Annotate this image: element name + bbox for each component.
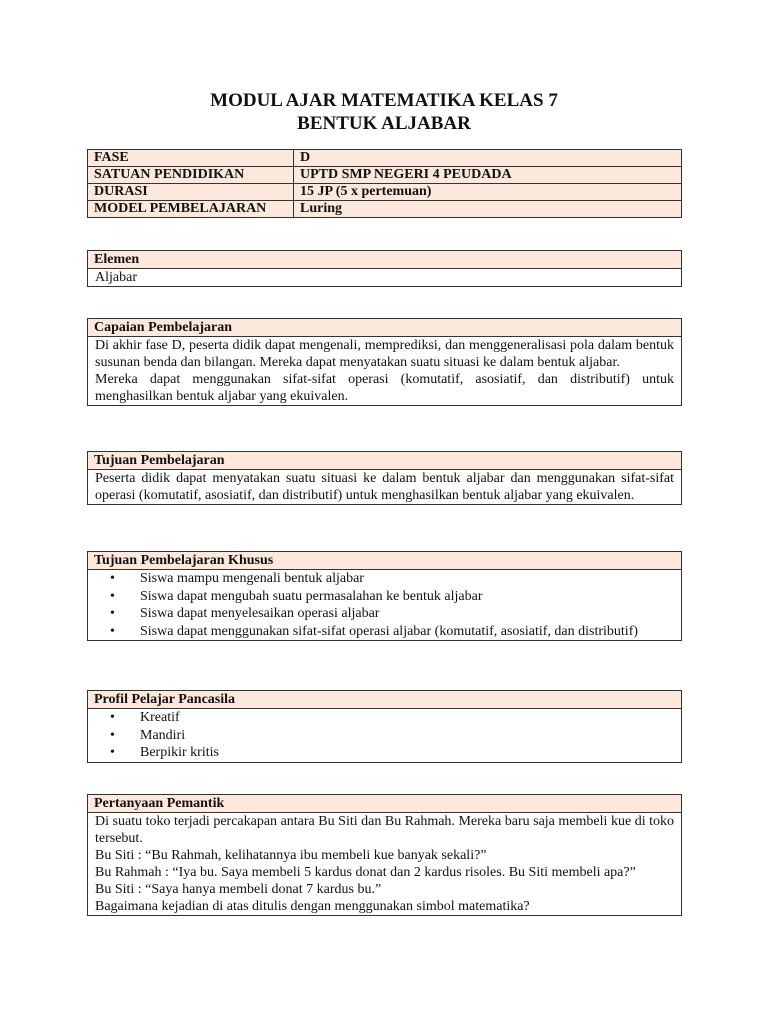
section-heading: Elemen: [88, 251, 681, 269]
bullet-icon: •: [110, 606, 115, 621]
list-item: [110, 744, 681, 762]
list-item: [110, 623, 681, 641]
list-item: [110, 588, 681, 606]
bullet-icon: •: [110, 745, 115, 760]
document-subtitle: BENTUK ALJABAR: [297, 113, 471, 134]
paragraph: Di akhir fase D, peserta didik dapat mengenali, memprediksi, dan menggeneralisasi pola dalam bentuk susunan benda dan bilangan. Mereka dapat menyatakan suatu situasi ke dalam bentuk aljabar.: [95, 338, 674, 370]
list-item: [110, 605, 681, 623]
pemantik-section: [87, 794, 682, 916]
list-item-text: Kreatif: [140, 710, 180, 725]
list-item: [110, 709, 681, 727]
row-value: 15 JP (5 x pertemuan): [294, 184, 682, 201]
bullet-icon: •: [110, 623, 115, 639]
row-label: FASE: [88, 150, 294, 167]
section-body: [88, 337, 681, 405]
list-item: [110, 727, 681, 745]
table-row: [88, 201, 682, 218]
bullet-icon: •: [110, 588, 115, 604]
bullet-list: [88, 709, 681, 762]
row-value: UPTD SMP NEGERI 4 PEUDADA: [294, 167, 682, 184]
row-value: Luring: [294, 201, 682, 218]
section-heading: Pertanyaan Pemantik: [88, 795, 681, 813]
list-item-text: Siswa dapat menyelesaikan operasi aljabar: [140, 606, 380, 621]
section-body: Aljabar: [95, 270, 137, 285]
section-body: Peserta didik dapat menyatakan suatu situasi ke dalam bentuk aljabar dan menggunakan sifat-sifat operasi (komutatif, asosiatif, dan distributif) untuk menghasilkan bentuk aljabar yang ekuivalen.: [95, 471, 674, 503]
identity-table: [87, 149, 682, 218]
paragraph: Mereka dapat menggunakan sifat-sifat operasi (komutatif, asosiatif, dan distributif) untuk menghasilkan bentuk aljabar yang ekuivalen.: [95, 372, 674, 404]
section-heading: Tujuan Pembelajaran: [88, 452, 681, 470]
list-item-text: Siswa dapat menggunakan sifat-sifat operasi aljabar (komutatif, asosiatif, dan distributif): [140, 623, 639, 639]
bullet-icon: •: [110, 727, 115, 743]
row-label: DURASI: [88, 184, 294, 201]
tujuan-section: [87, 451, 682, 505]
list-item: [110, 570, 681, 588]
table-row: [88, 150, 682, 167]
table-row: [88, 167, 682, 184]
paragraph: Bu Siti : “Bu Rahmah, kelihatannya ibu membeli kue banyak sekali?”: [95, 848, 487, 863]
list-item-text: Mandiri: [140, 727, 186, 743]
section-body: [88, 813, 681, 915]
section-heading: Profil Pelajar Pancasila: [88, 691, 681, 709]
tujuan-khusus-section: [87, 551, 682, 641]
paragraph: Bu Rahmah : “Iya bu. Saya membeli 5 kardus donat dan 2 kardus risoles. Bu Siti membeli apa?”: [95, 865, 636, 880]
elemen-section: [87, 250, 682, 287]
document-title: MODUL AJAR MATEMATIKA KELAS 7: [210, 90, 558, 111]
list-item-text: Berpikir kritis: [140, 745, 219, 760]
paragraph: Bagaimana kejadian di atas ditulis dengan menggunakan simbol matematika?: [95, 899, 530, 914]
section-heading: Tujuan Pembelajaran Khusus: [88, 552, 681, 570]
list-item-text: Siswa mampu mengenali bentuk aljabar: [140, 571, 364, 586]
row-label: MODEL PEMBELAJARAN: [88, 201, 294, 218]
bullet-icon: •: [110, 571, 115, 586]
paragraph: Di suatu toko terjadi percakapan antara Bu Siti dan Bu Rahmah. Mereka baru saja membeli kue di toko tersebut.: [95, 814, 674, 846]
list-item-text: Siswa dapat mengubah suatu permasalahan ke bentuk aljabar: [140, 588, 483, 604]
bullet-icon: •: [110, 710, 115, 725]
capaian-section: [87, 318, 682, 406]
bullet-list: [88, 570, 681, 640]
paragraph: Bu Siti : “Saya hanya membeli donat 7 kardus bu.”: [95, 882, 382, 897]
row-value: D: [294, 150, 682, 167]
section-heading: Capaian Pembelajaran: [88, 319, 681, 337]
row-label: SATUAN PENDIDIKAN: [88, 167, 294, 184]
profil-section: [87, 690, 682, 763]
table-row: [88, 184, 682, 201]
